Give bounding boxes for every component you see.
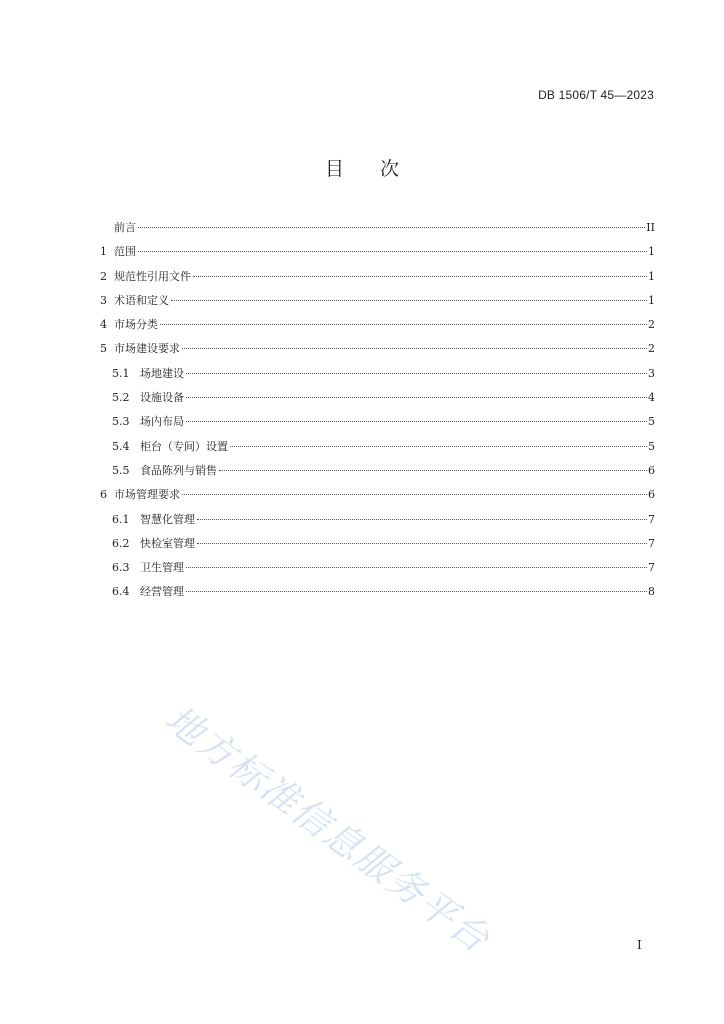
toc-entry-label: 柜台（专间）设置 bbox=[140, 439, 228, 453]
toc-leader-dots bbox=[186, 591, 647, 592]
table-of-contents bbox=[100, 219, 655, 608]
toc-leader-dots bbox=[186, 421, 647, 422]
toc-leader-dots bbox=[171, 300, 647, 301]
toc-entry-page: 7 bbox=[648, 536, 655, 550]
toc-entry-label: 范围 bbox=[114, 245, 136, 259]
toc-subentry[interactable] bbox=[100, 389, 655, 413]
toc-entry[interactable] bbox=[100, 243, 655, 267]
toc-leader-dots bbox=[138, 251, 647, 252]
toc-entry-number: 3 bbox=[100, 293, 107, 307]
toc-entry-label: 市场分类 bbox=[114, 318, 158, 332]
toc-entry-page: 7 bbox=[648, 561, 655, 575]
toc-entry-page: 6 bbox=[648, 463, 655, 477]
toc-entry-page: 1 bbox=[648, 245, 655, 259]
toc-entry-page: 7 bbox=[648, 512, 655, 526]
toc-entry[interactable] bbox=[100, 486, 655, 510]
toc-entry-number: 6.1 bbox=[112, 512, 130, 526]
toc-leader-dots bbox=[186, 567, 647, 568]
toc-entry-label: 前言 bbox=[114, 221, 136, 234]
toc-entry-label: 智慧化管理 bbox=[140, 512, 195, 526]
toc-entry-number: 5.4 bbox=[112, 439, 130, 453]
toc-entry-label: 设施设备 bbox=[140, 391, 184, 405]
toc-entry-label: 规范性引用文件 bbox=[114, 269, 191, 283]
toc-entry-page: 8 bbox=[648, 585, 655, 599]
watermark: 地方标准信息服务平台 bbox=[157, 697, 499, 962]
toc-entry-label: 场地建设 bbox=[140, 366, 184, 380]
toc-leader-dots bbox=[230, 446, 647, 447]
toc-leader-dots bbox=[193, 276, 647, 277]
toc-entry-label: 快检室管理 bbox=[140, 536, 195, 550]
toc-subentry[interactable] bbox=[100, 511, 655, 535]
toc-entry-number: 1 bbox=[100, 245, 107, 259]
title-char-2: 次 bbox=[380, 158, 400, 180]
toc-entry-number: 5.3 bbox=[112, 415, 130, 429]
toc-subentry[interactable] bbox=[100, 559, 655, 583]
toc-subentry[interactable] bbox=[100, 535, 655, 559]
toc-entry[interactable] bbox=[100, 340, 655, 364]
toc-subentry[interactable] bbox=[100, 583, 655, 607]
toc-subentry[interactable] bbox=[100, 413, 655, 437]
document-id: DB 1506/T 45—2023 bbox=[538, 88, 654, 102]
toc-entry-label: 术语和定义 bbox=[114, 293, 169, 307]
toc-leader-dots bbox=[182, 494, 647, 495]
toc-entry-page: II bbox=[646, 221, 655, 234]
toc-entry-page: 2 bbox=[648, 318, 655, 332]
toc-leader-dots bbox=[186, 397, 647, 398]
toc-entry-number: 6.3 bbox=[112, 561, 130, 575]
toc-entry-page: 6 bbox=[648, 488, 655, 502]
toc-entry-number: 5.2 bbox=[112, 391, 130, 405]
toc-entry-page: 5 bbox=[648, 415, 655, 429]
toc-leader-dots bbox=[160, 324, 647, 325]
toc-entry-number: 2 bbox=[100, 269, 107, 283]
toc-entry-label: 卫生管理 bbox=[140, 561, 184, 575]
toc-entry-label: 市场建设要求 bbox=[114, 342, 180, 356]
toc-subentry[interactable] bbox=[100, 438, 655, 462]
toc-entry[interactable] bbox=[100, 268, 655, 292]
toc-leader-dots bbox=[138, 227, 645, 228]
toc-leader-dots bbox=[197, 543, 647, 544]
toc-entry-number: 5 bbox=[100, 342, 107, 356]
toc-entry-page: 1 bbox=[648, 269, 655, 283]
toc-entry-page: 5 bbox=[648, 439, 655, 453]
toc-leader-dots bbox=[219, 470, 647, 471]
toc-entry-label: 食品陈列与销售 bbox=[140, 463, 217, 477]
toc-entry-number: 5.5 bbox=[112, 463, 130, 477]
toc-entry-number: 4 bbox=[100, 318, 107, 332]
toc-entry-number: 6.4 bbox=[112, 585, 130, 599]
toc-entry-page: 4 bbox=[648, 391, 655, 405]
toc-entry[interactable] bbox=[100, 219, 655, 243]
toc-entry[interactable] bbox=[100, 316, 655, 340]
toc-subentry[interactable] bbox=[100, 365, 655, 389]
toc-entry-label: 场内布局 bbox=[140, 415, 184, 429]
toc-entry[interactable] bbox=[100, 292, 655, 316]
page-number: I bbox=[637, 938, 642, 952]
toc-entry-page: 2 bbox=[648, 342, 655, 356]
toc-entry-number: 6 bbox=[100, 488, 107, 502]
title-char-1: 目 bbox=[324, 158, 344, 180]
toc-entry-label: 经营管理 bbox=[140, 585, 184, 599]
toc-leader-dots bbox=[197, 519, 647, 520]
toc-leader-dots bbox=[182, 348, 647, 349]
toc-entry-number: 6.2 bbox=[112, 536, 130, 550]
page-title bbox=[0, 154, 724, 181]
toc-entry-number: 5.1 bbox=[112, 366, 130, 380]
toc-entry-page: 1 bbox=[648, 293, 655, 307]
toc-entry-page: 3 bbox=[648, 366, 655, 380]
toc-entry-label: 市场管理要求 bbox=[114, 488, 180, 502]
toc-leader-dots bbox=[186, 373, 647, 374]
toc-subentry[interactable] bbox=[100, 462, 655, 486]
